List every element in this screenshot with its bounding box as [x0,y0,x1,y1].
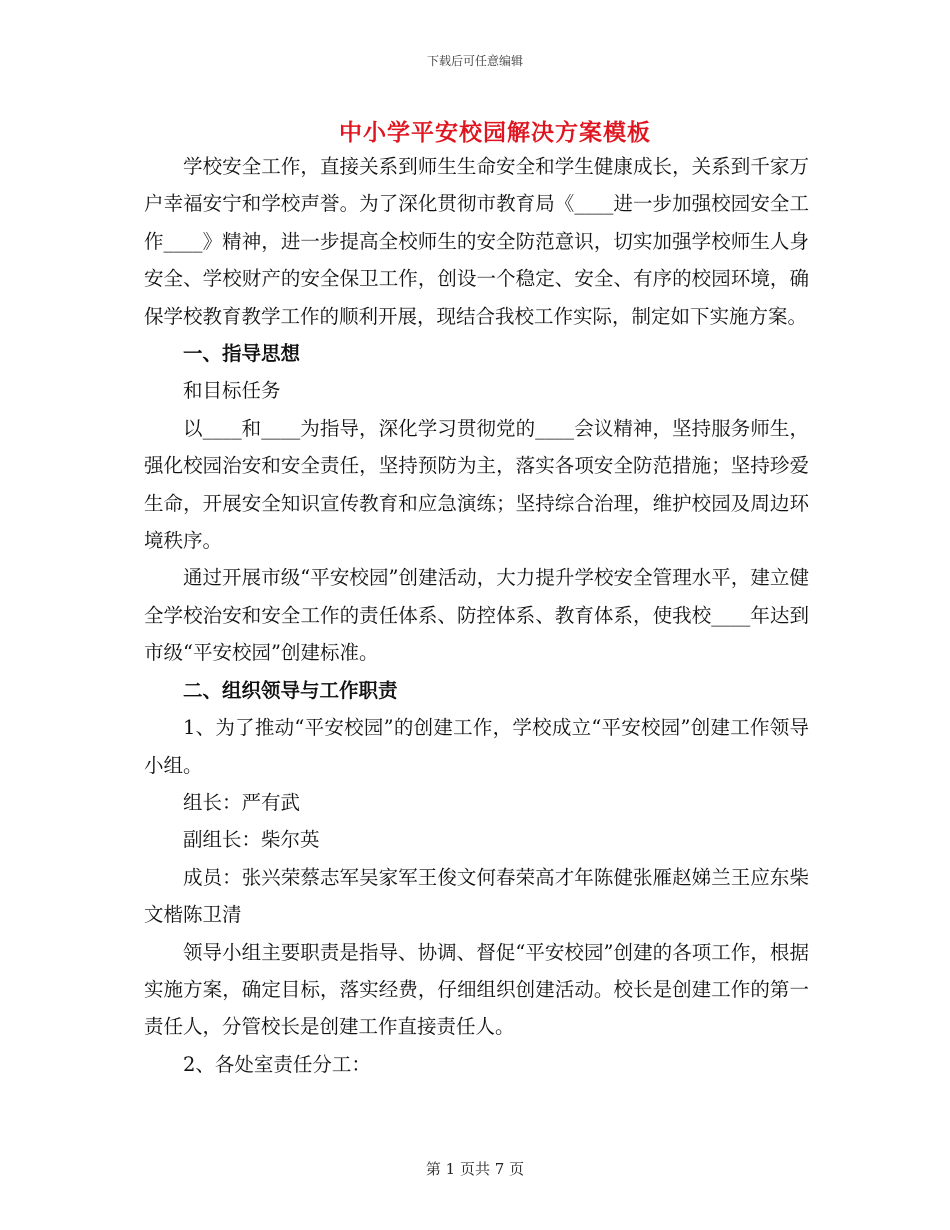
document-body [144,148,809,1083]
section-heading-guiding-ideology: 一、指导思想 [183,342,301,366]
goal-paragraph: 通过开展市级“平安校园”创建活动，大力提升学校安全管理水平，建立健全学校治安和安全工作的责任体系、防控体系、教育体系，使我校____年达到市级“平安校园”创建标准。 [144,566,809,665]
section-heading-organization: 二、组织领导与工作职责 [183,678,398,702]
subheading-goals: 和目标任务 [183,379,281,403]
division-of-duties-line: 2、各处室责任分工： [183,1052,371,1076]
group-leader-line: 组长：严有武 [183,790,301,814]
leadership-group-paragraph: 1、为了推动“平安校园”的创建工作，学校成立“平安校园”创建工作领导小组。 [144,716,809,777]
page-number-footer: 第 1 页共 7 页 [425,1160,525,1178]
guiding-principles-paragraph: 以____和____为指导，深化学习贯彻党的____会议精神，坚持服务师生，强化校园治安和安全责任，坚持预防为主，落实各项安全防范措施；坚持珍爱生命，开展安全知识宣传教育和应急演练；坚持综合治理，维护校园及周边环境秩序。 [144,416,809,553]
header-note: 下载后可任意编辑 [426,54,523,68]
members-line: 成员：张兴荣蔡志军吴家军王俊文何春荣高才年陈健张雁赵娣兰王应东柴文楷陈卫清 [144,865,809,927]
responsibilities-paragraph: 领导小组主要职责是指导、协调、督促“平安校园”创建的各项工作，根据实施方案，确定目标，落实经费，仔细组织创建活动。校长是创建工作的第一责任人，分管校长是创建工作直接责任人。 [144,940,809,1039]
deputy-leader-line: 副组长：柴尔英 [183,828,320,852]
document-title: 中小学平安校园解决方案模板 [339,119,651,146]
intro-paragraph: 学校安全工作，直接关系到师生生命安全和学生健康成长，关系到千家万户幸福安宁和学校声誉。为了深化贯彻市教育局《____进一步加强校园安全工作____》精神，进一步提高全校师生的安全防范意识，切实加强学校师生人身安全、学校财产的安全保卫工作，创设一个稳定、安全、有序的校园环境，确保学校教育教学工作的顺利开展，现结合我校工作实际，制定如下实施方案。 [144,155,809,328]
